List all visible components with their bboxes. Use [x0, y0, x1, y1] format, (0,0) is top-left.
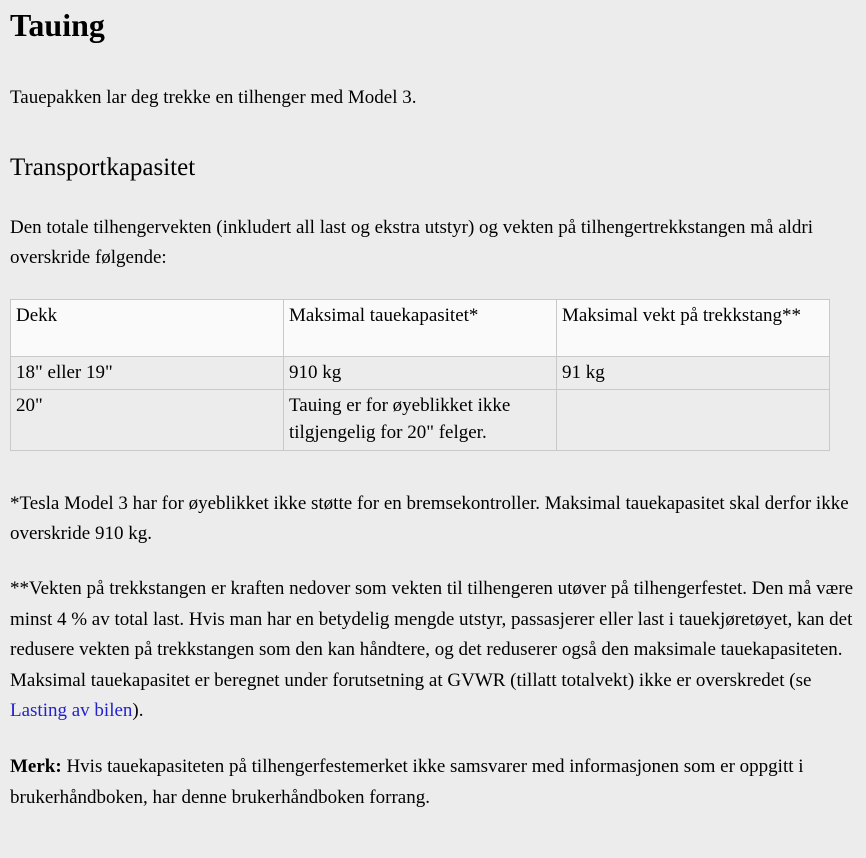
cell-tire-size: 18" eller 19" [11, 356, 284, 390]
column-header-max-tongue-weight: Maksimal vekt på trekkstang** [557, 299, 830, 356]
table-row [11, 390, 830, 450]
table-row [11, 356, 830, 390]
note-label: Merk: [10, 756, 62, 778]
footnote-tongue-weight-text: **Vekten på trekkstangen er kraften nedover som vekten til tilhengeren utøver på tilhengerfestet. Den må være minst 4 % av total last. Hvis man har en betydelig mengde utstyr, passasjerer eller last i tauekjøretøyet, kan det redusere vekten på trekkstangen som den kan håndtere, og det reduserer også den maksimale tauekapasiteten. Maksimal tauekapasitet er beregnet under forutsetning at GVWR (tillatt totalvekt) ikke er overskredet (se [10, 578, 854, 691]
cell-tongue-weight: 91 kg [557, 356, 830, 390]
towing-capacity-table [10, 299, 830, 451]
cell-towing-capacity: 910 kg [284, 356, 557, 390]
cell-tire-size: 20" [11, 390, 284, 450]
intro-paragraph: Tauepakken lar deg trekke en tilhenger med Model 3. [10, 87, 417, 109]
cell-tongue-weight [557, 390, 830, 450]
footnote-brake-controller: *Tesla Model 3 har for øyeblikket ikke støtte for en bremsekontroller. Maksimal tauekapasitet skal derfor ikke overskride 910 kg. [10, 492, 849, 545]
column-header-tires: Dekk [11, 299, 284, 356]
lasting-av-bilen-link[interactable]: Lasting av bilen [10, 699, 133, 721]
footnote-tongue-weight [10, 574, 856, 726]
column-header-max-towing-capacity: Maksimal tauekapasitet* [284, 299, 557, 356]
footnote-tongue-weight-closing: ). [132, 699, 144, 721]
note-text: Hvis tauekapasiteten på tilhengerfestemerket ikke samsvarer med informasjonen som er oppgitt i brukerhåndboken, har denne brukerhåndboken forrang. [10, 756, 804, 808]
cell-towing-capacity: Tauing er for øyeblikket ikke tilgjengelig for 20" felger. [284, 390, 557, 450]
section-heading-transportkapasitet: Transportkapasitet [10, 153, 196, 181]
capacity-intro-paragraph: Den totale tilhengervekten (inkludert all last og ekstra utstyr) og vekten på tilhengertrekkstangen må aldri overskride følgende: [10, 217, 814, 269]
table-header-row [11, 299, 830, 356]
note-paragraph [10, 752, 856, 813]
page-title: Tauing [10, 7, 105, 43]
